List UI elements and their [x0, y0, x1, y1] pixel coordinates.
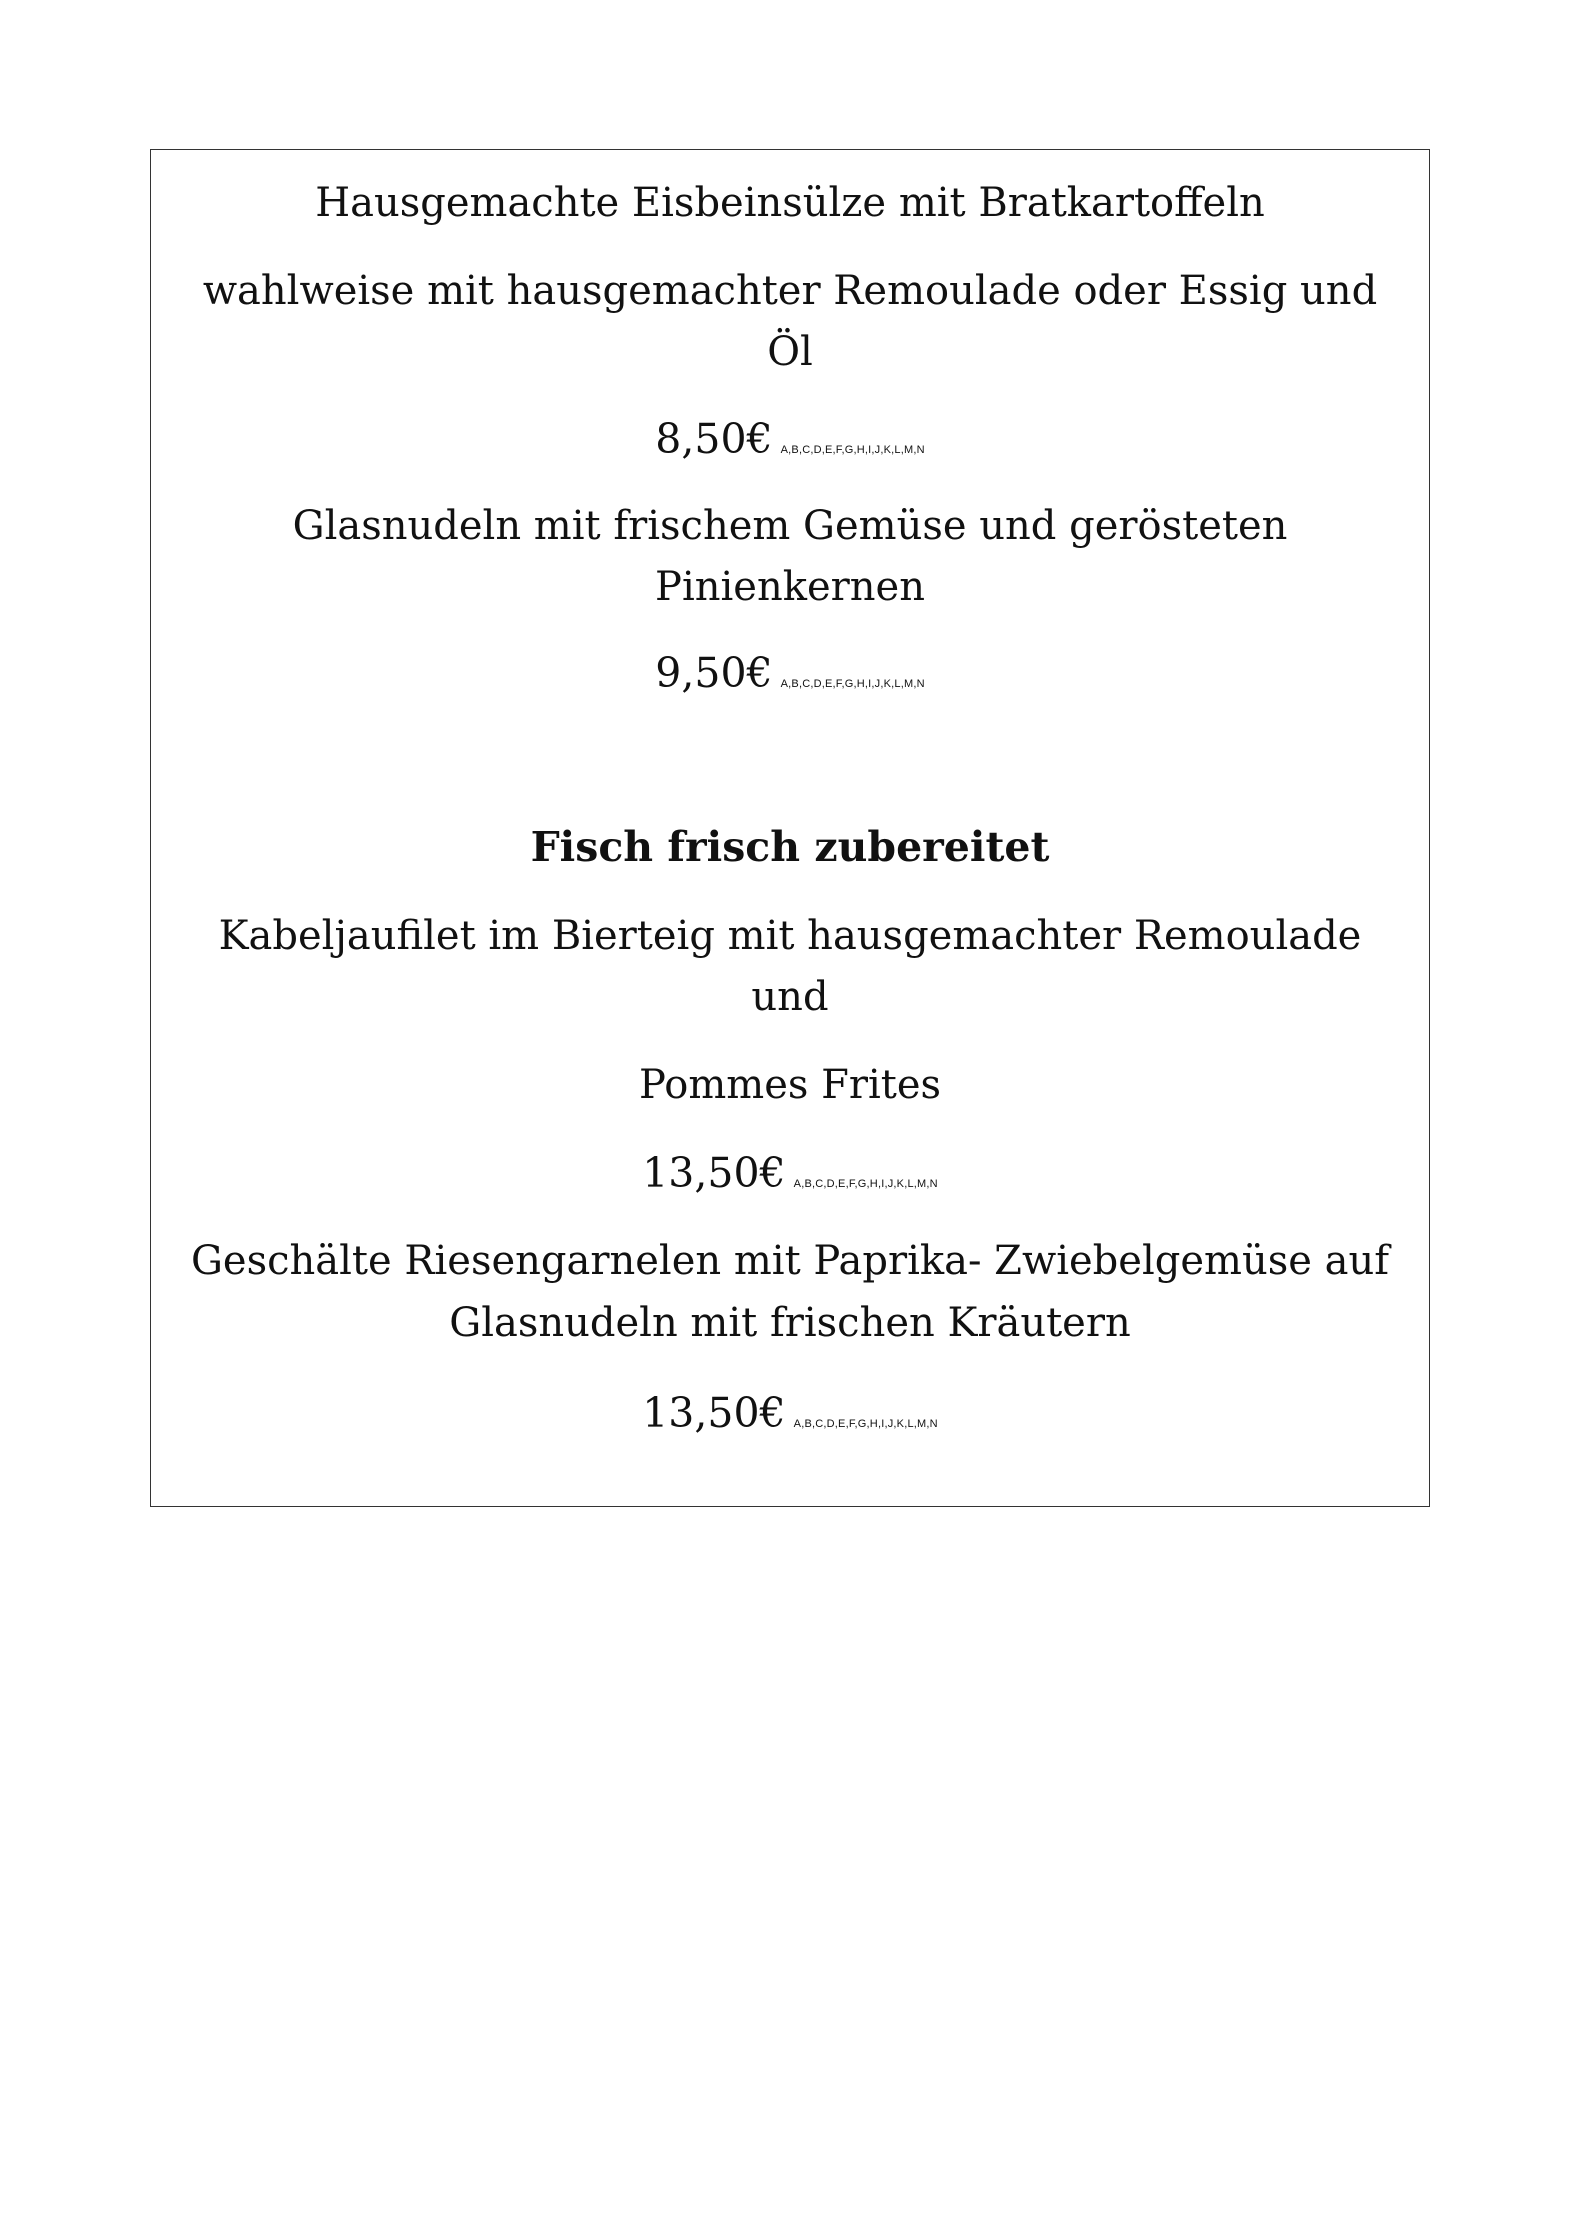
dish-price-line [151, 1143, 1429, 1214]
dish-price: 13,50€ [642, 1389, 786, 1437]
menu-box [150, 149, 1430, 1507]
dish-price: 9,50€ [655, 649, 773, 697]
dish-price: 8,50€ [655, 415, 773, 463]
dish-title: Geschälte Riesengarnelen mit Paprika- Zwiebelgemüse auf [190, 1238, 1390, 1284]
dish-title: Pommes Frites [638, 1062, 942, 1108]
allergen-codes: A,B,C,D,E,F,G,H,I,J,K,L,M,N [793, 1418, 938, 1430]
dish-title: Glasnudeln mit frischem Gemüse und gerösteten [292, 503, 1288, 549]
dish-price: 13,50€ [642, 1149, 786, 1197]
allergen-codes: A,B,C,D,E,F,G,H,I,J,K,L,M,N [780, 444, 925, 456]
dish-price-line [151, 1383, 1429, 1454]
allergen-codes: A,B,C,D,E,F,G,H,I,J,K,L,M,N [780, 678, 925, 690]
dish-title: Glasnudeln mit frischen Kräutern [449, 1300, 1131, 1346]
dish-price-line [151, 643, 1429, 714]
dish-description: wahlweise mit hausgemachter Remoulade oder Essig und [202, 268, 1378, 314]
allergen-codes: A,B,C,D,E,F,G,H,I,J,K,L,M,N [793, 1178, 938, 1190]
dish-title: Pinienkernen [655, 564, 925, 610]
section-heading: Fisch frisch zubereitet [530, 823, 1050, 871]
dish-title: Hausgemachte Eisbeinsülze mit Bratkartoffeln [315, 180, 1265, 226]
dish-title: und [751, 974, 829, 1020]
dish-price-line [151, 409, 1429, 480]
dish-title: Kabeljaufilet im Bierteig mit hausgemachter Remoulade [218, 913, 1362, 959]
dish-description: Öl [767, 329, 813, 375]
